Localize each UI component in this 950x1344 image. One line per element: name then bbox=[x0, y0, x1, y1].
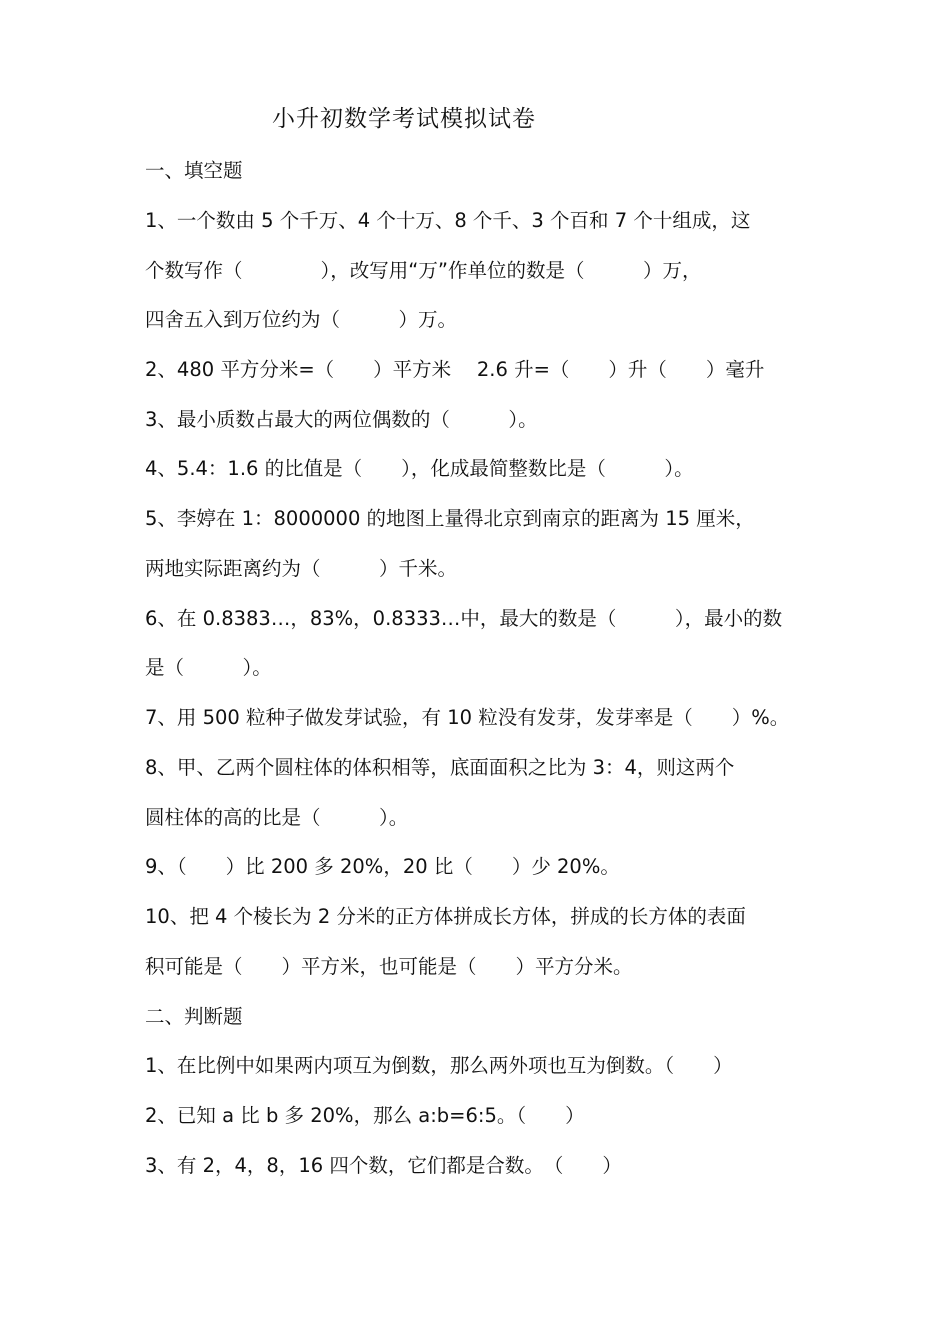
question-line: 2、已知 a 比 b 多 20%，那么 a:b=6:5。（ ） bbox=[145, 1104, 585, 1127]
question-line: 9、（ ）比 200 多 20%，20 比（ ）少 20%。 bbox=[145, 855, 620, 878]
question-line: 1、在比例中如果两内项互为倒数，那么两外项也互为倒数。（ ） bbox=[145, 1054, 733, 1077]
question-line: 7、用 500 粒种子做发芽试验，有 10 粒没有发芽，发芽率是（ ）%。 bbox=[145, 706, 790, 729]
question-line: 6、在 0.8383…，83%，0.8333…中，最大的数是（ ），最小的数 bbox=[145, 607, 783, 630]
question-line: 两地实际距离约为（ ）千米。 bbox=[145, 557, 458, 580]
question-line: 积可能是（ ）平方米，也可能是（ ）平方分米。 bbox=[145, 955, 633, 978]
question-line: 10、把 4 个棱长为 2 分米的正方体拼成长方体，拼成的长方体的表面 bbox=[145, 905, 746, 928]
question-line: 5、李婷在 1：8000000 的地图上量得北京到南京的距离为 15 厘米， bbox=[145, 507, 755, 530]
question-line: 1、一个数由 5 个千万、4 个十万、8 个千、3 个百和 7 个十组成，这 bbox=[145, 209, 751, 232]
section-heading-fill-blank: 一、填空题 bbox=[145, 159, 243, 182]
question-line: 是（ ）。 bbox=[145, 656, 272, 679]
question-line: 圆柱体的高的比是（ ）。 bbox=[145, 806, 409, 829]
question-line: 8、甲、乙两个圆柱体的体积相等，底面面积之比为 3：4，则这两个 bbox=[145, 756, 735, 779]
question-line: 四舍五入到万位约为（ ）万。 bbox=[145, 308, 458, 331]
section-heading-true-false: 二、判断题 bbox=[145, 1005, 243, 1028]
question-line: 4、5.4：1.6 的比值是（ ），化成最简整数比是（ ）。 bbox=[145, 457, 694, 480]
question-line: 2、480 平方分米=（ ）平方米 2.6 升=（ ）升（ ）毫升 bbox=[145, 358, 765, 381]
question-line: 3、最小质数占最大的两位偶数的（ ）。 bbox=[145, 408, 538, 431]
question-line: 3、有 2，4，8，16 四个数，它们都是合数。 （ ） bbox=[145, 1154, 622, 1177]
question-line: 个数写作（ ），改写用“万”作单位的数是（ ）万， bbox=[145, 259, 702, 282]
exam-title: 小升初数学考试模拟试卷 bbox=[272, 106, 536, 132]
